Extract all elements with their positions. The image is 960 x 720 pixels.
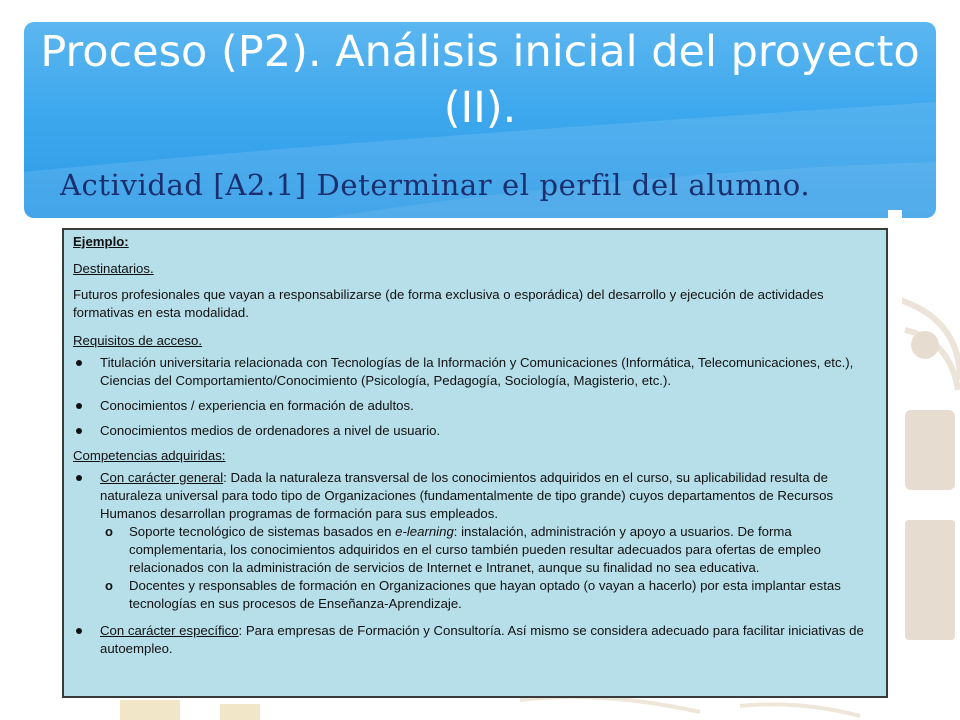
- slide-subtitle: Actividad [A2.1] Determinar el perfil del alumno.: [60, 168, 811, 202]
- competencies-heading: Competencias adquiridas:: [73, 448, 226, 463]
- specific-text: : Para empresas de Formación y Consultoría. Así mismo se considera adecuado para facilitar iniciativas de autoempleo.: [100, 623, 864, 656]
- sublist-item: [102, 577, 878, 613]
- list-item: Titulación universitaria relacionada con Tecnologías de la Información y Comunicaciones (Informática, Telecomunicaciones, etc.), Ciencias del Comportamiento/Conocimiento (Psicología, Pedagogía, Sociología, Magisterio, etc.).: [73, 354, 878, 390]
- access-heading: Requisitos de acceso.: [73, 333, 203, 348]
- example-heading: Ejemplo:: [73, 234, 129, 249]
- general-label: Con carácter general: [100, 470, 224, 485]
- subitem-text: Soporte tecnológico de sistemas basados en: [129, 524, 396, 539]
- specific-label: Con carácter específico: [100, 623, 239, 638]
- list-item-specific: [73, 622, 878, 658]
- general-sublist: [102, 523, 878, 613]
- recipients-text: Futuros profesionales que vayan a responsabilizarse (de forma exclusiva o esporádica) del desarrollo y ejecución de actividades formativas en esta modalidad.: [73, 287, 824, 320]
- general-text: : Dada la naturaleza transversal de los conocimientos adquiridos en el curso, su aplicabilidad resulta de naturaleza universal para todo tipo de Organizaciones (fundamentalmente de tipo grande) cuyos departamentos de Recursos Humanos desarrollan programas de formación para sus empleados.: [100, 470, 834, 521]
- access-list: [73, 354, 878, 440]
- subitem-text: : instalación, administración y apoyo a usuarios. De forma complementaria, los conocimientos adquiridos en el curso también pueden resultar adecuados para ofertas de empleo relacionados con la administración de servicios de Internet e Intranet, aunque su finalidad no sea educativa.: [129, 524, 822, 575]
- example-box: [62, 228, 888, 698]
- sublist-item: [102, 523, 878, 577]
- slide-title: Proceso (P2). Análisis inicial del proyecto (II).: [40, 27, 920, 133]
- box-right-margin: [888, 210, 902, 698]
- subitem-text: Docentes y responsables de formación en Organizaciones que hayan optado (o vayan a hacerlo) por esta implantar estas tecnologías en sus procesos de Enseñanza-Aprendizaje.: [129, 578, 841, 611]
- list-item-general: [73, 469, 878, 613]
- competencies-list: [73, 469, 878, 658]
- list-item: Conocimientos / experiencia en formación de adultos.: [73, 397, 878, 415]
- list-item: Conocimientos medios de ordenadores a nivel de usuario.: [73, 422, 878, 440]
- recipients-heading: Destinatarios.: [73, 261, 154, 276]
- subitem-italic: e-learning: [395, 524, 454, 539]
